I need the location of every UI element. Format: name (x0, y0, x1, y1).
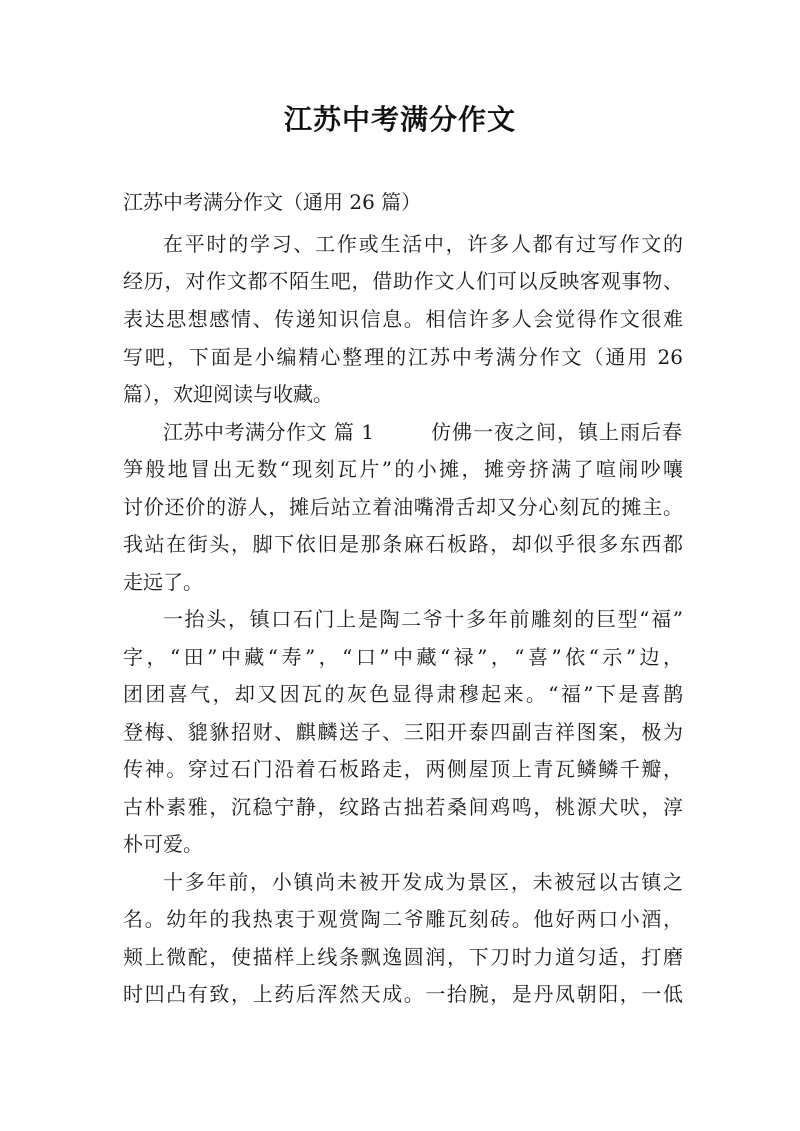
paragraph-line: 字，“田”中藏“寿”，“口”中藏“禄”，“喜”依“示”边， (123, 645, 683, 669)
paragraph-line: 登梅、貔貅招财、麒麟送子、三阳开泰四副吉祥图案，极为 (123, 720, 683, 744)
section-heading-row (163, 418, 683, 446)
document-subtitle: 江苏中考满分作文（通用 26 篇） (123, 190, 422, 214)
intro-line: 经历，对作文都不陌生吧，借助作文人们可以反映客观事物、 (123, 269, 683, 293)
paragraph-line: 名。幼年的我热衷于观赏陶二爷雕瓦刻砖。他好两口小酒， (123, 907, 683, 931)
paragraph-line: 笋般地冒出无数“现刻瓦片”的小摊，摊旁挤满了喧闹吵嚷 (123, 457, 683, 481)
paragraph-line: 团团喜气，却又因瓦的灰色显得肃穆起来。“福”下是喜鹊 (123, 682, 683, 706)
paragraph-line: 时凹凸有致，上药后浑然天成。一抬腕，是丹凤朝阳，一低 (123, 982, 683, 1006)
paragraph-line: 朴可爱。 (123, 832, 203, 856)
paragraph-line: 走远了。 (123, 570, 203, 594)
intro-line: 表达思想感情、传递知识信息。相信许多人会觉得作文很难 (123, 307, 683, 331)
intro-line: 写吧，下面是小编精心整理的江苏中考满分作文（通用 26 (123, 345, 683, 369)
paragraph-line: 古朴素雅，沉稳宁静，纹路古拙若桑间鸡鸣，桃源犬吠，淳 (123, 795, 683, 819)
paragraph-line: 讨价还价的游人，摊后站立着油嘴滑舌却又分心刻瓦的摊主。 (123, 495, 683, 519)
intro-line: 在平时的学习、工作或生活中，许多人都有过写作文的 (163, 232, 683, 256)
paragraph-line: 传神。穿过石门沿着石板路走，两侧屋顶上青瓦鳞鳞千瓣， (123, 757, 683, 781)
paragraph-line: 一抬头，镇口石门上是陶二爷十多年前雕刻的巨型“福” (163, 607, 683, 631)
intro-line: 篇），欢迎阅读与收藏。 (123, 382, 333, 406)
paragraph-line: 十多年前，小镇尚未被开发成为景区，未被冠以古镇之 (163, 870, 683, 894)
paragraph-line: 我站在街头，脚下依旧是那条麻石板路，却似乎很多东西都 (123, 532, 683, 556)
section-heading: 江苏中考满分作文 篇 1 (163, 420, 375, 444)
paragraph-line: 颊上微酡，使描样上线条飘逸圆润，下刀时力道匀适，打磨 (123, 945, 683, 969)
section-first-line: 仿佛一夜之间，镇上雨后春 (431, 420, 683, 444)
document-title: 江苏中考满分作文 (283, 103, 516, 136)
